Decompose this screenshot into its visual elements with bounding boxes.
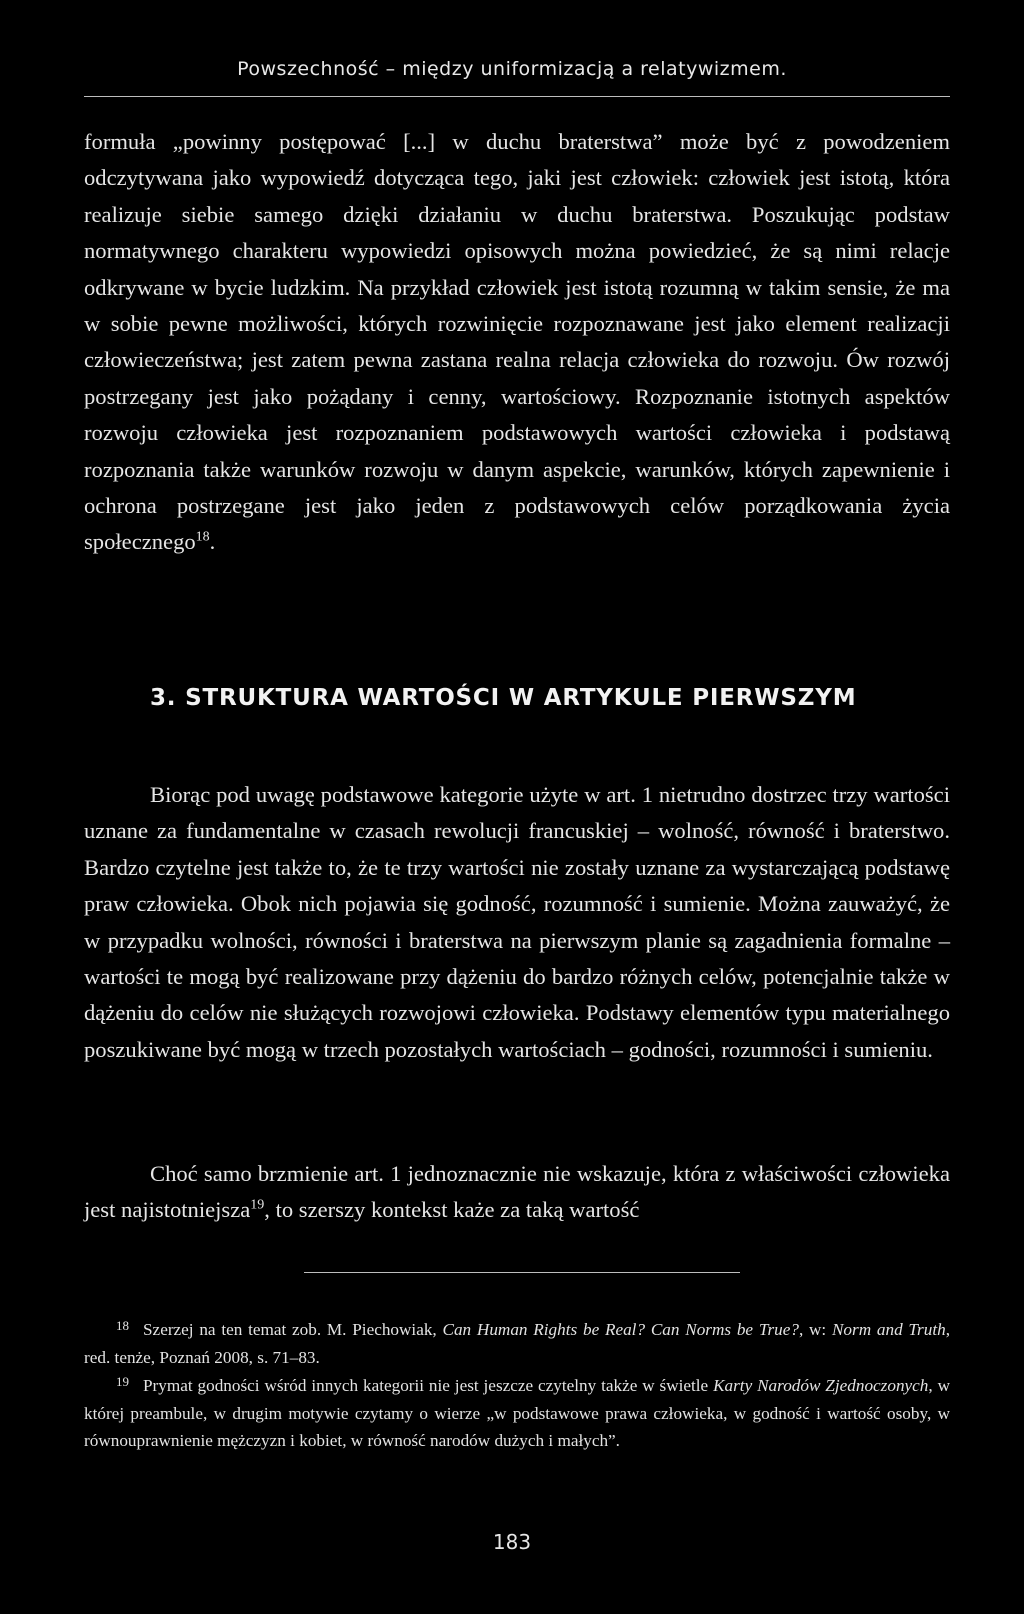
footnote-19 xyxy=(84,1368,950,1455)
footnote-ref-19[interactable]: 19 xyxy=(250,1197,265,1213)
footnote-italic-title: Can Human Rights be Real? Can Norms be True? xyxy=(442,1320,799,1339)
paragraph-3 xyxy=(84,1156,950,1229)
paragraph-3-text: Choć samo brzmienie art. 1 jednoznacznie nie wskazuje, która z właściwości człowieka jest najistotniejsza xyxy=(84,1161,950,1223)
page-number: 183 xyxy=(492,1530,532,1554)
running-header: Powszechność – między uniformizacją a relatywizmem. xyxy=(237,58,787,80)
header-rule xyxy=(84,96,950,97)
paragraph-1-end: . xyxy=(209,529,216,555)
footnote-text: , w: xyxy=(798,1320,832,1339)
paragraph-2: Biorąc pod uwagę podstawowe kategorie użyte w art. 1 nietrudno dostrzec trzy wartości uznane za fundamentalne w czasach rewolucji francuskiej – wolność, równość i braterstwo. Bardzo czytelne jest także to, że te trzy wartości nie zostały uznane za wystarczającą podstawę praw człowieka. Obok nich pojawia się godność, rozumność i sumienie. Można zauważyć, że w przypadku wolności, równości i braterstwa na pierwszym planie są zagadnienia formalne – wartości te mogą być realizowane przy dążeniu do bardzo różnych celów, potencjalnie także w dążeniu do celów nie służących rozwojowi człowieka. Podstawy elementów typu materialnego poszukiwane być mogą w trzech pozostałych wartościach – godności, rozumności i sumieniu. xyxy=(84,782,950,1062)
footnote-rule xyxy=(304,1272,740,1273)
paragraph-1 xyxy=(84,124,950,561)
paragraph-1-text: formuła „powinny postępować [...] w duchu braterstwa” może być z powodzeniem odczytywana jako wypowiedź dotycząca tego, jaki jest człowiek: człowiek jest istotą, która realizuje siebie samego dzięki działaniu w duchu braterstwa. Poszukując podstaw normatywnego charakteru wypowiedzi opisowych można powiedzieć, że są nimi relacje odkrywane w bycie ludzkim. Na przykład człowiek jest istotą rozumną w takim sensie, że ma w sobie pewne możliwości, których rozwinięcie rozpoznawane jest jako element realizacji człowieczeństwa; jest zatem pewna zastana realna relacja człowieka do rozwoju. Ów rozwój postrzegany jest jako pożądany i cenny, wartościowy. Rozpoznanie istotnych aspektów rozwoju człowieka jest rozpoznaniem podstawowych wartości człowieka i podstawą rozpoznania także warunków rozwoju w danym aspekcie, warunków, których zapewnienie i ochrona postrzegane jest jako jeden z podstawowych celów porządkowania życia społecznego xyxy=(84,129,950,555)
footnote-number: 19 xyxy=(116,1374,129,1389)
footnote-italic-title: Karty Narodów Zjednoczonych xyxy=(713,1376,929,1395)
footnote-18 xyxy=(84,1312,950,1371)
footnote-text: Prymat godności wśród innych kategorii nie jest jeszcze czytelny także w świetle xyxy=(143,1376,714,1395)
footnote-italic-title: Norm and Truth xyxy=(831,1320,946,1339)
footnote-text: Szerzej na ten temat zob. M. Piechowiak, xyxy=(143,1320,443,1339)
footnote-ref-18[interactable]: 18 xyxy=(195,529,210,545)
paragraph-3-text-end: , to szerszy kontekst każe za taką wartość xyxy=(264,1197,640,1223)
section-heading: 3. STRUKTURA WARTOŚCI W ARTYKULE PIERWSZYM xyxy=(150,685,857,711)
footnote-number: 18 xyxy=(116,1318,129,1333)
footnote-text: , w której preambule, w drugim motywie czytamy o wierze „w podstawowe prawa człowieka, w godność i wartość osoby, w równouprawnienie mężczyzn i kobiet, w równość narodów dużych i małych”. xyxy=(84,1376,950,1450)
footnote-text: , red. tenże, Poznań 2008, s. 71–83. xyxy=(84,1320,950,1367)
